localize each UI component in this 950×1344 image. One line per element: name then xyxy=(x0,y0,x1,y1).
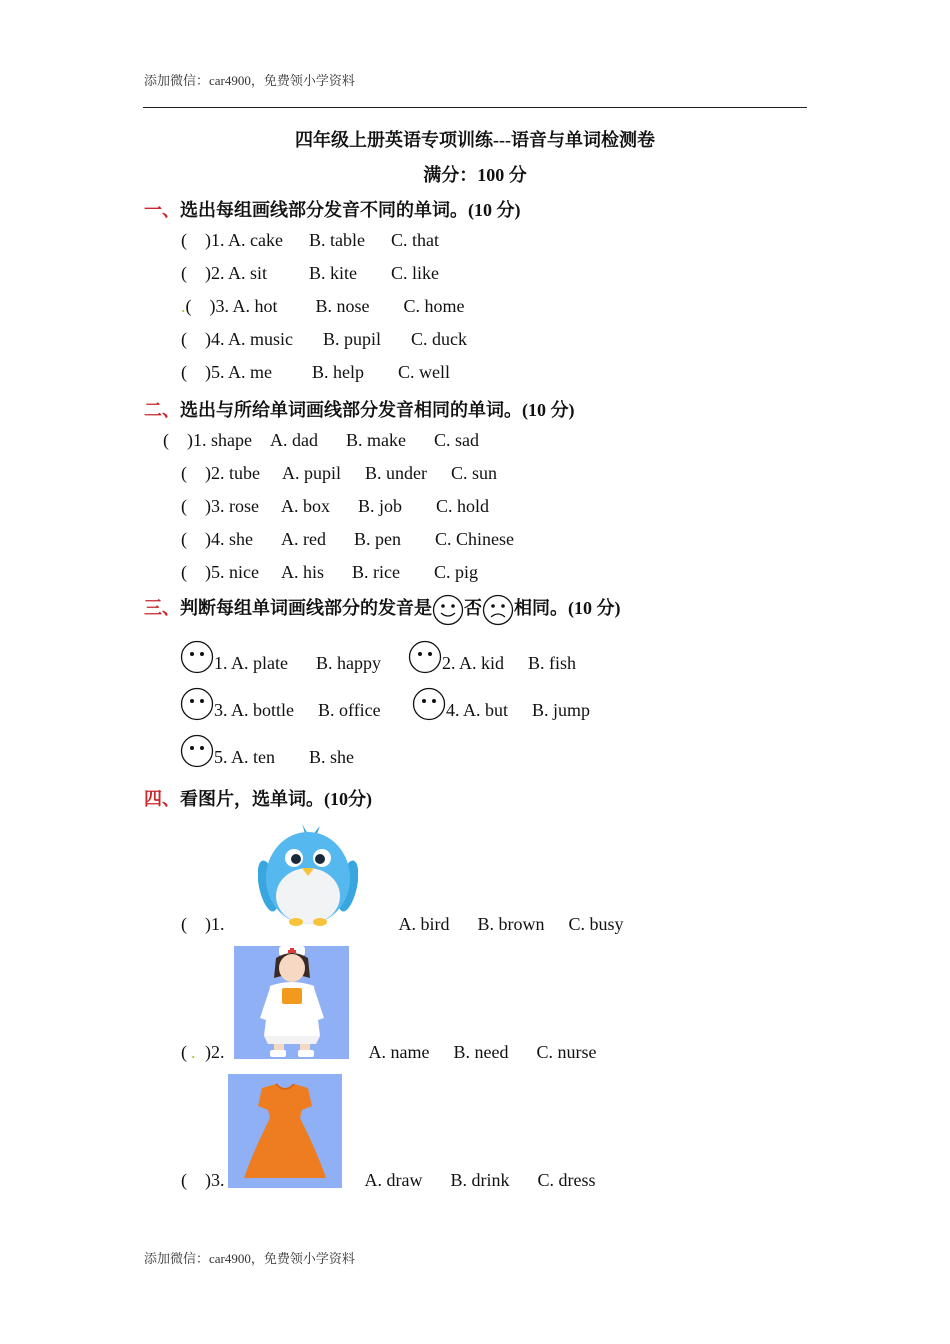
option-a: A. cake xyxy=(228,230,283,250)
s2-question-4: ( )4. she A. red B. pen C. Chinese xyxy=(181,529,514,549)
s2-question-1: ( )1. shape A. dad B. make C. sad xyxy=(163,430,479,450)
option-a: A. kid xyxy=(459,653,505,674)
smiley-face-icon xyxy=(432,594,464,626)
option-b: B. she xyxy=(309,747,355,768)
option-b: B. under xyxy=(365,463,427,483)
question-id: )1. shape xyxy=(187,430,252,450)
option-c: C. pig xyxy=(433,562,478,582)
question-id: )3. rose xyxy=(205,496,259,516)
s2-question-5: ( )5. nice A. his B. rice C. pig xyxy=(181,562,478,582)
option-c: C. that xyxy=(390,230,439,250)
option-a: A. but xyxy=(463,700,509,721)
option-a: A. dad xyxy=(269,430,318,450)
option-c: C. sun xyxy=(451,463,498,483)
option-b: B. nose xyxy=(315,296,370,316)
question-id: )2. tube xyxy=(205,463,260,483)
s3-question-3 xyxy=(180,687,381,721)
question-id: )4. she xyxy=(205,529,253,549)
sad-face-icon xyxy=(482,594,514,626)
option-b: B. need xyxy=(453,1042,509,1062)
option-a: A. box xyxy=(280,496,330,516)
option-a: A. draw xyxy=(364,1170,423,1190)
question-id: 5. xyxy=(214,747,228,768)
section-4-number: 四、 xyxy=(144,789,180,809)
question-id: 1. xyxy=(214,653,228,674)
question-id: )4. xyxy=(205,329,225,349)
option-c: C. nurse xyxy=(536,1042,597,1062)
question-id: )2. xyxy=(205,263,225,283)
s4-question-3: ( )3. A. draw B. drink C. dress xyxy=(181,1170,596,1190)
option-a: A. name xyxy=(368,1042,430,1062)
question-id: 4. xyxy=(446,700,460,721)
s3-question-4 xyxy=(412,687,590,721)
option-c: C. home xyxy=(403,296,465,316)
option-b: B. help xyxy=(312,362,365,382)
question-id: )3. xyxy=(205,1170,225,1190)
page-title: 四年级上册英语专项训练---语音与单词检测卷 xyxy=(295,130,655,150)
option-b: B. office xyxy=(318,700,381,721)
option-c: C. busy xyxy=(568,914,624,934)
s2-question-2: ( )2. tube A. pupil B. under C. sun xyxy=(181,463,498,483)
header-rule xyxy=(143,107,807,108)
option-b: B. table xyxy=(308,230,365,250)
option-b: B. make xyxy=(345,430,406,450)
option-a: A. sit xyxy=(228,263,268,283)
blank-face-icon[interactable] xyxy=(180,734,214,768)
question-id: )1. xyxy=(205,230,225,250)
option-b: B. happy xyxy=(316,653,381,674)
s1-question-2: ( )2. A. sit B. kite C. like xyxy=(181,263,440,283)
option-b: B. pen xyxy=(353,529,401,549)
s1-question-1: ( )1. A. cake B. table C. that xyxy=(181,230,439,250)
option-a: A. plate xyxy=(231,653,288,674)
section-4-text: 看图片，选单词。(10分) xyxy=(180,789,372,809)
question-id: )5. nice xyxy=(205,562,259,582)
section-1-text: 选出每组画线部分发音不同的单词。(10 分) xyxy=(180,200,521,220)
footer-note: 添加微信：car4900，免费领小学资料 xyxy=(144,1251,355,1266)
blank-face-icon[interactable] xyxy=(180,687,214,721)
option-a: A. ten xyxy=(231,747,276,768)
score-line: 满分：100 分 xyxy=(423,165,527,185)
question-id: 2. xyxy=(442,653,456,674)
section-2-text: 选出与所给单词画线部分发音相同的单词。(10 分) xyxy=(180,400,575,420)
option-b: B. pupil xyxy=(323,329,382,349)
header-note: 添加微信：car4900，免费领小学资料 xyxy=(144,73,355,88)
option-a: A. bird xyxy=(398,914,450,934)
question-id: )3. xyxy=(209,296,229,316)
section-1-number: 一、 xyxy=(144,200,180,220)
section-3-text-b: 否 xyxy=(464,598,482,619)
option-a: A. pupil xyxy=(281,463,341,483)
s4-question-1: ( )1. A. bird B. brown C. busy xyxy=(181,914,624,934)
section-3-number: 三、 xyxy=(144,598,180,619)
section-2-number: 二、 xyxy=(144,400,180,420)
option-a: A. bottle xyxy=(231,700,295,721)
blank-face-icon[interactable] xyxy=(412,687,446,721)
s1-question-3: .( )3. A. hot B. nose C. home xyxy=(181,296,465,316)
option-b: B. jump xyxy=(532,700,591,721)
s3-question-1 xyxy=(180,640,381,674)
question-id: )1. xyxy=(205,914,225,934)
section-4-heading xyxy=(144,785,372,811)
option-b: B. rice xyxy=(352,562,400,582)
section-3-text-c: 相同。(10 分) xyxy=(514,598,621,619)
option-c: C. dress xyxy=(537,1170,596,1190)
option-a: A. his xyxy=(280,562,324,582)
option-a: A. red xyxy=(281,529,326,549)
option-a: A. me xyxy=(228,362,273,382)
option-c: C. duck xyxy=(411,329,468,349)
option-b: B. brown xyxy=(477,914,545,934)
option-b: B. kite xyxy=(309,263,358,283)
blank-face-icon[interactable] xyxy=(180,640,214,674)
option-a: A. music xyxy=(228,329,294,349)
option-a: A. hot xyxy=(232,296,278,316)
option-c: C. sad xyxy=(433,430,479,450)
question-id: )5. xyxy=(205,362,225,382)
question-id: )2. xyxy=(205,1042,225,1062)
blank-face-icon[interactable] xyxy=(408,640,442,674)
section-3-heading xyxy=(144,594,621,626)
option-c: C. well xyxy=(398,362,451,382)
option-b: B. job xyxy=(357,496,402,516)
s1-question-5: ( )5. A. me B. help C. well xyxy=(181,362,451,382)
section-1-heading xyxy=(144,196,521,222)
option-c: C. like xyxy=(391,263,440,283)
s1-question-4: ( )4. A. music B. pupil C. duck xyxy=(181,329,468,349)
section-3-text-a: 判断每组单词画线部分的发音是 xyxy=(180,598,432,619)
option-c: C. hold xyxy=(436,496,490,516)
question-id: 3. xyxy=(214,700,228,721)
option-b: B. drink xyxy=(450,1170,510,1190)
bird-picture xyxy=(258,820,358,926)
s2-question-3: ( )3. rose A. box B. job C. hold xyxy=(181,496,490,516)
s3-question-2 xyxy=(408,640,576,674)
s3-question-5 xyxy=(180,734,354,768)
section-2-heading xyxy=(144,396,575,422)
option-c: C. Chinese xyxy=(434,529,514,549)
option-b: B. fish xyxy=(528,653,577,674)
s4-question-2: ( . )2. A. name B. need C. nurse xyxy=(181,1042,597,1062)
